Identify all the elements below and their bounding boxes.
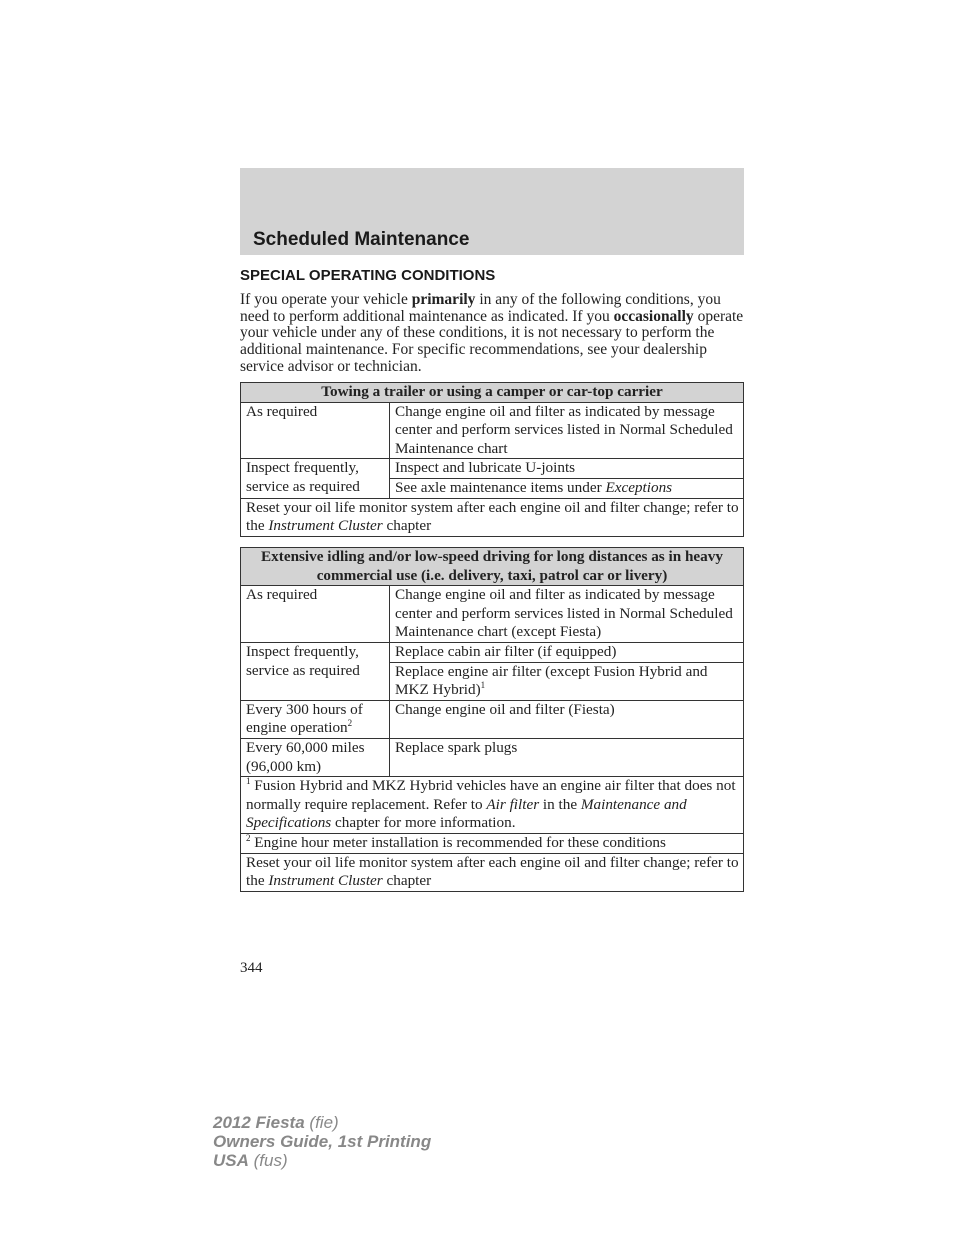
footnote-1: $^1$ Fusion Hybrid and MKZ Hybrid vehicles have an engine air filter that does not normally require replacement. Refer to Air filter in the Maintenance and Specifications chapter for more information. [241,777,744,834]
page-number: 344 [240,960,263,976]
interval-cell: Inspect frequently, service as required [241,642,390,700]
table-row [241,833,744,853]
interval-cell: As required [241,586,390,643]
table-row [241,642,744,662]
service-cell: See axle maintenance items under Exceptions [390,478,744,498]
chapter-reference: Instrument Cluster [268,872,383,890]
service-cell: Inspect and lubricate U-joints [390,459,744,479]
footnote-marker: 2 [246,832,251,843]
footer-line-market: USA (fus) [213,1151,288,1170]
chapter-reference: Exceptions [605,478,673,496]
towing-maintenance-table [240,382,744,537]
table-note: Reset your oil life monitor system after each engine oil and filter change; refer to the Instrument Cluster chapter [241,853,744,891]
service-cell: Change engine oil and filter as indicated by message center and perform services listed in Normal Scheduled Maintenance chart (except Fiesta) [390,586,744,643]
document-footer [213,1113,431,1170]
table-note: Reset your oil life monitor system after each engine oil and filter change; refer to the Instrument Cluster chapter [241,498,744,536]
footnote-marker: 1 [246,776,251,787]
table-header-row [241,548,744,586]
emphasis-primarily: primarily [411,291,476,308]
table-row [241,738,744,776]
emphasis-occasionally: occasionally [613,307,694,325]
table-row [241,700,744,738]
footnote-marker: 1 [480,680,486,691]
chapter-reference: Air filter [486,795,540,813]
table-header: Extensive idling and/or low-speed driving for long distances as in heavy commercial use (i.e. delivery, taxi, patrol car or livery) [241,548,744,586]
service-cell: Change engine oil and filter as indicated by message center and perform services listed in Normal Scheduled Maintenance chart [390,402,744,459]
chapter-reference: Maintenance and Specifications [246,795,687,832]
chapter-reference: Instrument Cluster [268,517,383,535]
footnote-marker: 2 [347,718,353,729]
section-heading: SPECIAL OPERATING CONDITIONS [240,267,496,284]
chapter-title: Scheduled Maintenance [253,229,470,250]
intro-paragraph: If you operate your vehicle primarily in any of the following conditions, you need to perform additional maintenance as indicated. If you occasionally operate your vehicle under any of these conditions, it is not necessary to perform the additional maintenance. For specific recommendations, see your dealership service advisor or technician. [240,291,744,375]
table-row [241,498,744,536]
chapter-header-band [240,168,744,255]
service-cell: Replace spark plugs [390,738,744,776]
table-row [241,777,744,834]
footer-line-edition: Owners Guide, 1st Printing [213,1132,432,1151]
interval-cell: Inspect frequently, service as required [241,459,390,498]
table-row [241,402,744,459]
table-header-row [241,383,744,403]
footer-line-model: 2012 Fiesta (fie) [213,1113,339,1132]
table-row [241,853,744,891]
interval-cell: Every 60,000 miles (96,000 km) [241,738,390,776]
service-cell: Change engine oil and filter (Fiesta) [390,700,744,738]
table-row [241,459,744,479]
idling-maintenance-table [240,547,744,892]
table-header: Towing a trailer or using a camper or car-top carrier [241,383,744,403]
service-cell: Replace cabin air filter (if equipped) [390,642,744,662]
interval-cell: As required [241,402,390,459]
footnote-2: $^2$ Engine hour meter installation is recommended for these conditions [241,833,744,853]
table-row [241,586,744,643]
interval-cell: Every 300 hours of engine operation$^2$ [241,700,390,738]
service-cell: Replace engine air filter (except Fusion Hybrid and MKZ Hybrid)$^1$ [390,662,744,700]
